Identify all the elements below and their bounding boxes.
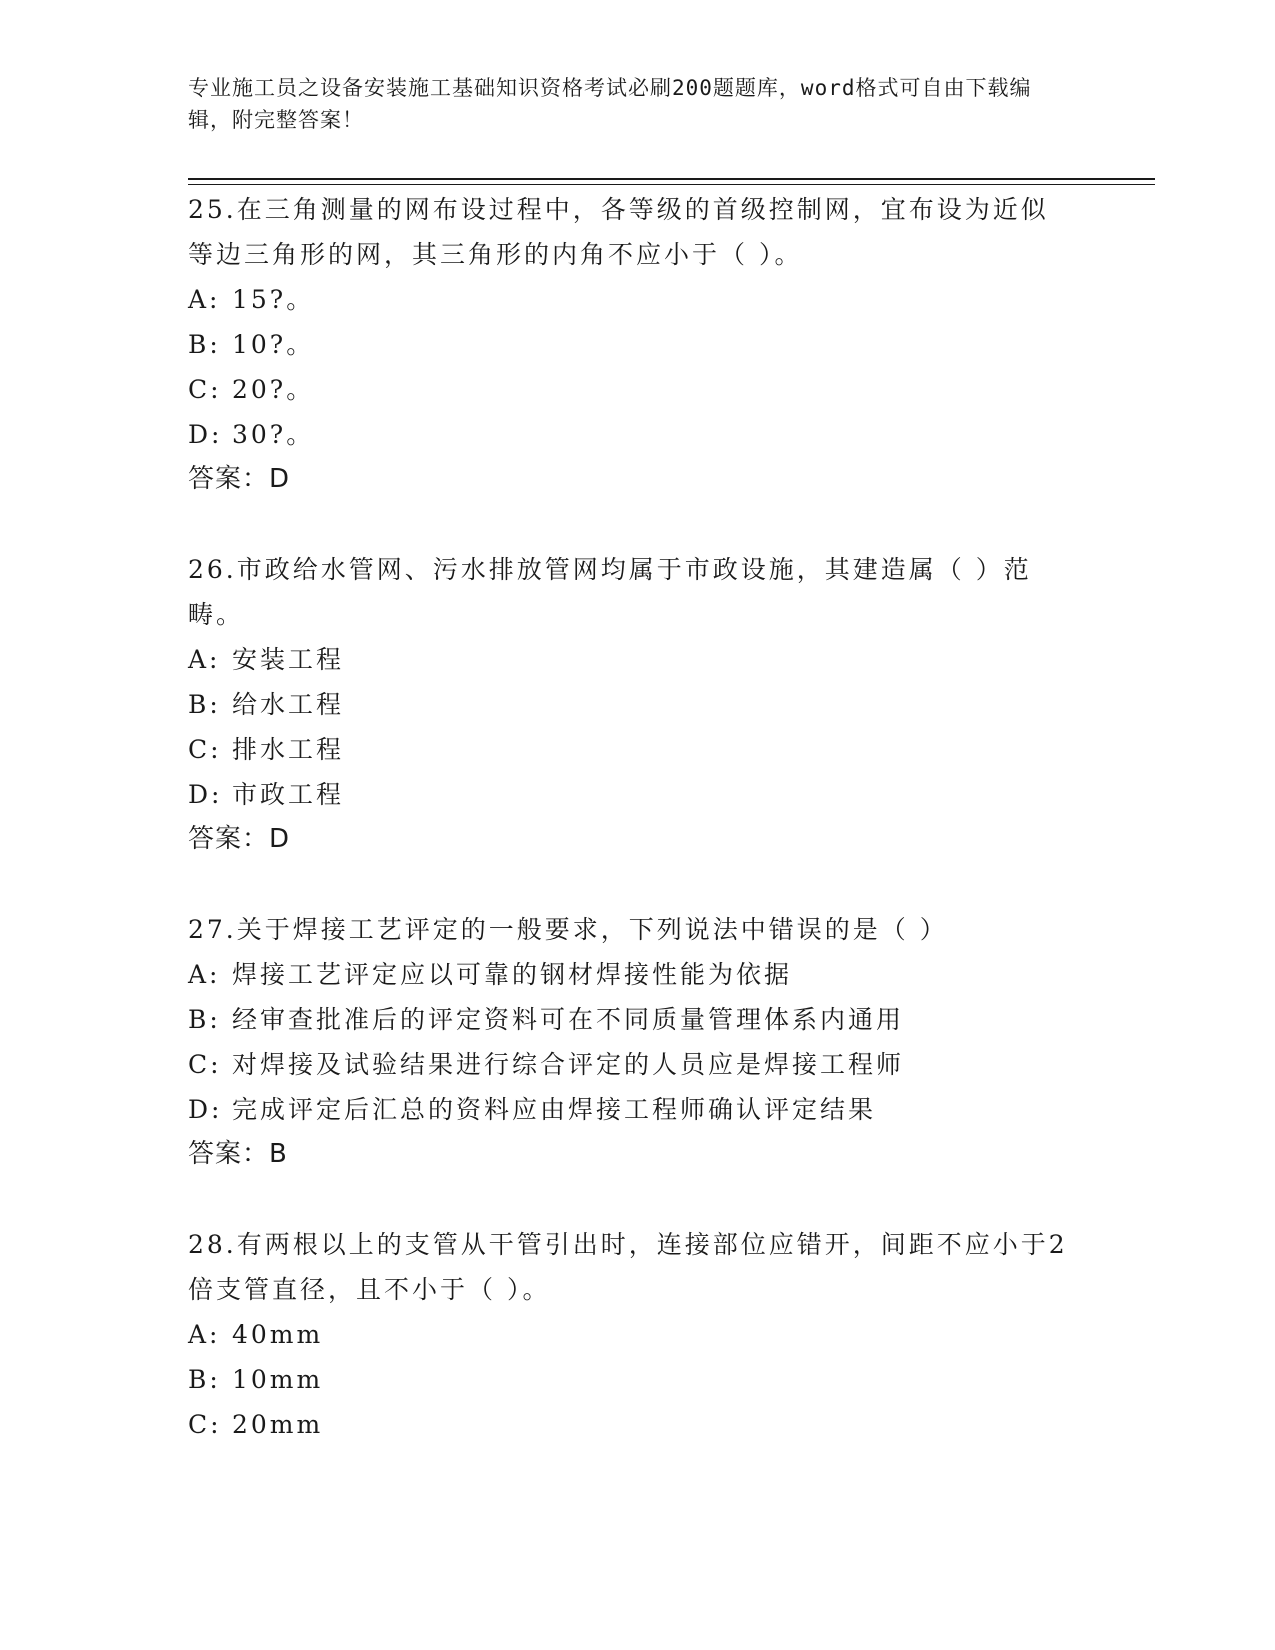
option-text: 排水工程 bbox=[232, 735, 345, 764]
option-text: 经审查批准后的评定资料可在不同质量管理体系内通用 bbox=[232, 1005, 905, 1034]
option-c bbox=[188, 367, 1088, 412]
option-letter: C: bbox=[188, 735, 222, 764]
option-b bbox=[188, 322, 1088, 367]
question-list bbox=[188, 187, 1088, 1492]
option-letter: A: bbox=[188, 285, 221, 314]
option-d bbox=[188, 1087, 1088, 1132]
question-25 bbox=[188, 187, 1088, 502]
option-b bbox=[188, 997, 1088, 1042]
option-a bbox=[188, 952, 1088, 997]
option-letter: A: bbox=[188, 645, 221, 674]
option-letter: D: bbox=[188, 1095, 223, 1124]
question-stem: 市政给水管网、污水排放管网均属于市政设施，其建造属（ ）范畴。 bbox=[188, 555, 1032, 629]
option-b bbox=[188, 1357, 1088, 1402]
option-text: 20mm bbox=[232, 1410, 324, 1439]
option-c bbox=[188, 1402, 1088, 1447]
question-28 bbox=[188, 1222, 1088, 1447]
option-text: 完成评定后汇总的资料应由焊接工程师确认评定结果 bbox=[232, 1095, 877, 1124]
question-number: 28. bbox=[188, 1230, 237, 1259]
option-c bbox=[188, 1042, 1088, 1087]
option-text: 15?。 bbox=[232, 285, 315, 314]
option-letter: A: bbox=[188, 1320, 221, 1349]
answer-line: 答案：D bbox=[188, 464, 291, 494]
question-text bbox=[188, 547, 1068, 637]
option-letter: D: bbox=[188, 780, 223, 809]
option-text: 对焊接及试验结果进行综合评定的人员应是焊接工程师 bbox=[232, 1050, 905, 1079]
option-text: 40mm bbox=[232, 1320, 324, 1349]
option-letter: D: bbox=[188, 420, 223, 449]
option-letter: C: bbox=[188, 1410, 222, 1439]
option-a bbox=[188, 277, 1088, 322]
option-letter: B: bbox=[188, 1365, 221, 1394]
header-title: 专业施工员之设备安装施工基础知识资格考试必刷200题题库，word格式可自由下载编辑，附完整答案！ bbox=[188, 76, 1032, 132]
option-d bbox=[188, 412, 1088, 457]
option-text: 30?。 bbox=[232, 420, 315, 449]
option-a bbox=[188, 637, 1088, 682]
option-a bbox=[188, 1312, 1088, 1357]
question-number: 26. bbox=[188, 555, 237, 584]
option-text: 市政工程 bbox=[232, 780, 345, 809]
option-d bbox=[188, 772, 1088, 817]
question-stem: 在三角测量的网布设过程中，各等级的首级控制网，宜布设为近似等边三角形的网，其三角形的内角不应小于（ ）。 bbox=[188, 195, 1049, 269]
header-divider-thin bbox=[188, 184, 1155, 185]
question-number: 27. bbox=[188, 915, 237, 944]
question-26 bbox=[188, 547, 1088, 862]
header-divider-thick bbox=[188, 178, 1155, 180]
question-number: 25. bbox=[188, 195, 237, 224]
question-stem: 关于焊接工艺评定的一般要求，下列说法中错误的是（ ） bbox=[236, 915, 948, 944]
question-stem: 有两根以上的支管从干管引出时，连接部位应错开，间距不应小于2倍支管直径，且不小于（ ）。 bbox=[188, 1230, 1068, 1304]
answer-line: 答案：B bbox=[188, 1139, 288, 1169]
option-letter: B: bbox=[188, 330, 221, 359]
option-c bbox=[188, 727, 1088, 772]
option-letter: C: bbox=[188, 1050, 222, 1079]
option-text: 10mm bbox=[232, 1365, 324, 1394]
option-text: 安装工程 bbox=[232, 645, 345, 674]
answer-line: 答案：D bbox=[188, 824, 291, 854]
option-letter: B: bbox=[188, 1005, 221, 1034]
option-text: 给水工程 bbox=[232, 690, 345, 719]
question-27 bbox=[188, 907, 1088, 1177]
question-text bbox=[188, 1222, 1068, 1312]
option-letter: C: bbox=[188, 375, 222, 404]
option-text: 20?。 bbox=[232, 375, 315, 404]
option-text: 焊接工艺评定应以可靠的钢材焊接性能为依据 bbox=[232, 960, 793, 989]
option-b bbox=[188, 682, 1088, 727]
option-letter: A: bbox=[188, 960, 221, 989]
option-text: 10?。 bbox=[232, 330, 315, 359]
question-text bbox=[188, 907, 1068, 952]
question-text bbox=[188, 187, 1068, 277]
option-letter: B: bbox=[188, 690, 221, 719]
document-header bbox=[188, 72, 1068, 136]
